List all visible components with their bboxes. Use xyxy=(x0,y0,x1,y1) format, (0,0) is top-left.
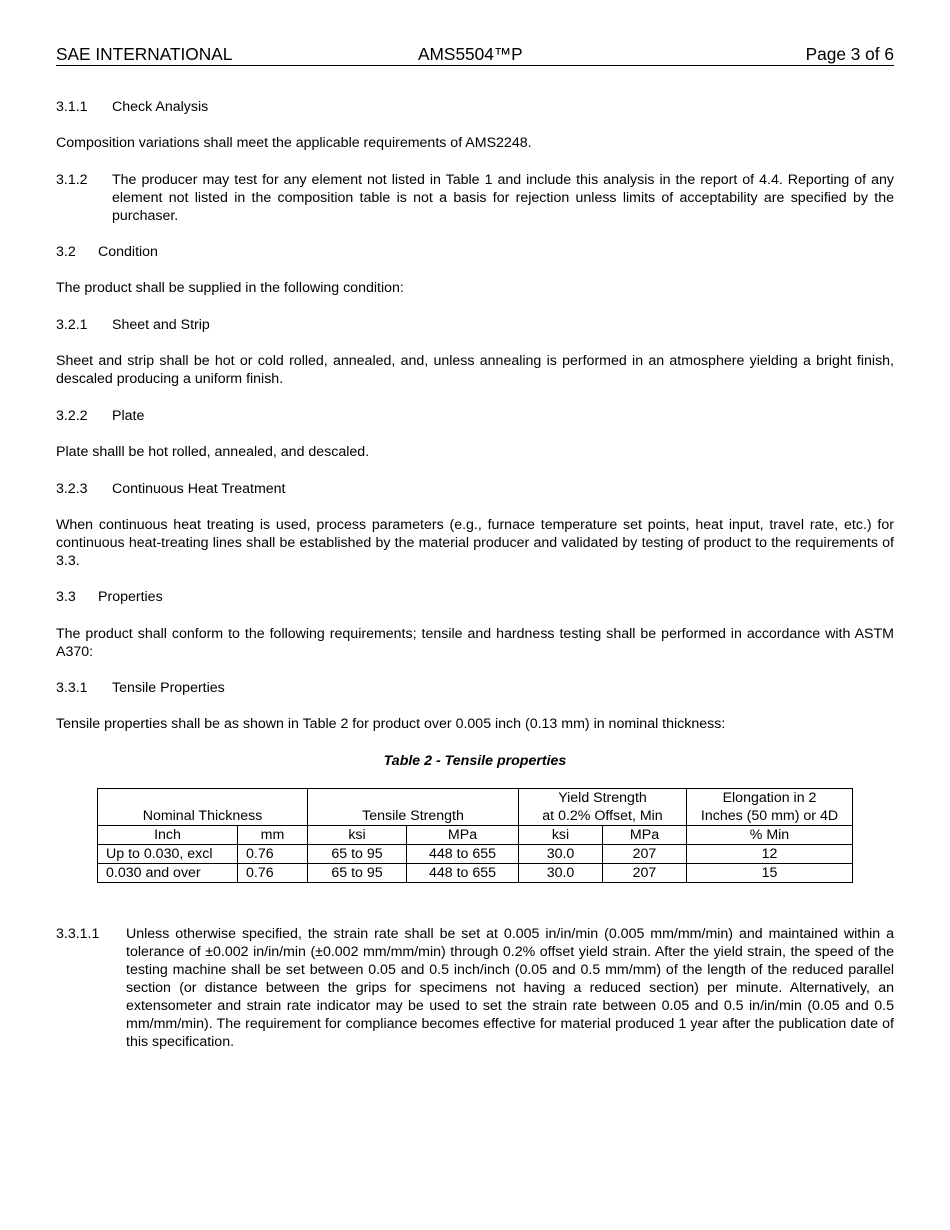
header-yield-strength xyxy=(519,789,687,826)
table-row xyxy=(98,864,853,883)
header-document-id: AMS5504™P xyxy=(418,44,523,64)
unit-header-cell: Inch xyxy=(98,826,238,845)
unit-header-cell: % Min xyxy=(687,826,853,845)
section-title: Properties xyxy=(98,589,163,605)
table-cell: 30.0 xyxy=(519,864,603,883)
section-3-2-text: The product shall be supplied in the following condition: xyxy=(56,280,404,296)
table-cell: 207 xyxy=(603,864,687,883)
section-3-3-1-1-text: Unless otherwise specified, the strain rate shall be set at 0.005 in/in/min (0.005 mm/mm/min) and maintained within a tolerance of ±0.002 in/in/min (±0.002 mm/mm/min) through 0.2% offset yield strain. After the yield strain, the speed of the testing machine shall be set between 0.05 and 0.5 inch/inch (0.05 and 0.5 mm/mm) of the length of the reduced parallel section (or distance between the grips for specimens not having a reduced section) per minute. Alternatively, an extensometer and strain rate indicator may be used to set the strain rate between 0.05 and 0.5 in/in/min (0.05 and 0.5 mm/mm/min). The requirement for compliance becomes effective for material produced 1 year after the publication date of this specification. xyxy=(126,926,894,1050)
header-elongation-line-1: Elongation in 2 xyxy=(722,790,817,806)
section-3-1-2-text: The producer may test for any element not listed in Table 1 and include this analysis in the report of 4.4. Reporting of any element not listed in the composition table is not a basis for rejection unless limits of acceptability are specified by the purchaser. xyxy=(112,172,894,224)
section-3-3-1-1 xyxy=(56,925,894,1051)
section-number: 3.3.1 xyxy=(56,680,88,696)
section-3-3-text: The product shall conform to the following requirements; tensile and hardness testing shall be performed in accordance with ASTM A370: xyxy=(56,626,894,660)
section-title: Check Analysis xyxy=(112,99,209,115)
table-cell: 12 xyxy=(687,845,853,864)
table-cell: 448 to 655 xyxy=(407,845,519,864)
unit-header-cell: MPa xyxy=(603,826,687,845)
section-number: 3.3 xyxy=(56,589,76,605)
table-cell: 65 to 95 xyxy=(308,845,407,864)
section-3-2-2-heading xyxy=(56,407,894,425)
section-3-2-3-heading xyxy=(56,480,894,498)
table-cell: 15 xyxy=(687,864,853,883)
section-3-1-2 xyxy=(56,171,894,225)
section-number: 3.2.1 xyxy=(56,317,88,333)
section-title: Plate xyxy=(112,408,145,424)
table-unit-header-row xyxy=(98,826,853,845)
header-tensile-strength: Tensile Strength xyxy=(308,789,519,826)
section-3-3-heading xyxy=(56,588,894,606)
section-number: 3.1.1 xyxy=(56,99,88,115)
section-3-2-3-text: When continuous heat treating is used, process parameters (e.g., furnace temperature set points, heat input, travel rate, etc.) for continuous heat-treating lines shall be established by the material producer and validated by testing of product to the requirements of 3.3. xyxy=(56,517,894,569)
section-number: 3.2.2 xyxy=(56,408,88,424)
table-row xyxy=(98,845,853,864)
section-title: Tensile Properties xyxy=(112,680,225,696)
section-3-1-1-heading xyxy=(56,98,894,116)
page-header xyxy=(56,43,894,66)
header-nominal-thickness: Nominal Thickness xyxy=(98,789,308,826)
section-number: 3.3.1.1 xyxy=(56,926,100,942)
header-organization: SAE INTERNATIONAL xyxy=(56,44,233,64)
unit-header-cell: ksi xyxy=(308,826,407,845)
table-cell: 65 to 95 xyxy=(308,864,407,883)
header-elongation xyxy=(687,789,853,826)
section-number: 3.2 xyxy=(56,244,76,260)
section-3-3-1-heading xyxy=(56,679,894,697)
table-cell: 0.76 xyxy=(238,845,308,864)
section-3-3-1-text: Tensile properties shall be as shown in Table 2 for product over 0.005 inch (0.13 mm) in nominal thickness: xyxy=(56,716,726,732)
unit-header-cell: MPa xyxy=(407,826,519,845)
header-yield-line-1: Yield Strength xyxy=(558,790,647,806)
section-3-2-heading xyxy=(56,243,894,261)
unit-header-cell: mm xyxy=(238,826,308,845)
table-group-header-row xyxy=(98,789,853,826)
table-2-caption: Table 2 - Tensile properties xyxy=(383,753,567,769)
table-cell: 0.030 and over xyxy=(98,864,238,883)
section-number: 3.1.2 xyxy=(56,172,88,188)
table-cell: 448 to 655 xyxy=(407,864,519,883)
table-cell: 30.0 xyxy=(519,845,603,864)
header-elongation-line-2: Inches (50 mm) or 4D xyxy=(700,808,839,824)
section-title: Condition xyxy=(98,244,158,260)
unit-header-cell: ksi xyxy=(519,826,603,845)
table-cell: 0.76 xyxy=(238,864,308,883)
section-3-1-1-text: Composition variations shall meet the applicable requirements of AMS2248. xyxy=(56,135,532,151)
tensile-properties-table xyxy=(97,788,853,883)
section-number: 3.2.3 xyxy=(56,481,88,497)
section-3-2-1-text: Sheet and strip shall be hot or cold rolled, annealed, and, unless annealing is performed in an atmosphere yielding a bright finish, descaled producing a uniform finish. xyxy=(56,353,894,387)
section-title: Continuous Heat Treatment xyxy=(112,481,286,497)
header-page-number: Page 3 of 6 xyxy=(805,44,894,64)
section-3-2-2-text: Plate shalll be hot rolled, annealed, and descaled. xyxy=(56,444,370,460)
section-3-2-1-heading xyxy=(56,316,894,334)
section-title: Sheet and Strip xyxy=(112,317,210,333)
table-cell: 207 xyxy=(603,845,687,864)
table-cell: Up to 0.030, excl xyxy=(98,845,238,864)
header-yield-line-2: at 0.2% Offset, Min xyxy=(542,808,663,824)
